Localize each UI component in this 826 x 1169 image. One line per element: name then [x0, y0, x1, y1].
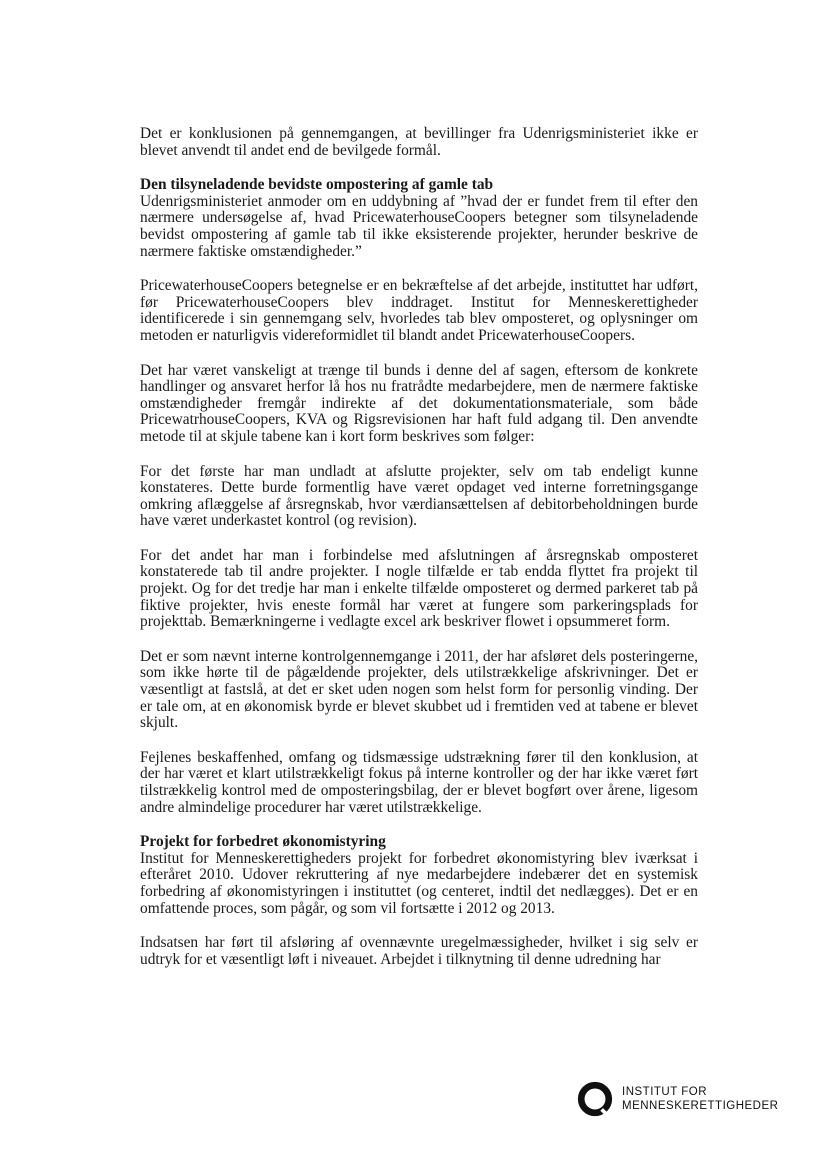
body-paragraph: Det har været vanskeligt at trænge til bunds i denne del af sagen, eftersom de konkrete handlinger og ansvaret herfor lå hos nu fratrådte medarbejdere, men de nærmere faktiske omstændigheder fremgår indirekte af det dokumentationsmateriale, som både PricewatrhouseCoopers, KVA og Rigsrevisionen har haft fuld adgang til. Den anvendte metode til at skjule tabene kan i kort form beskrives som følger:	[140, 361, 698, 445]
body-paragraph: Fejlenes beskaffenhed, omfang og tidsmæssige udstrækning fører til den konklusion, at der har været et klart utilstrækkeligt fokus på interne kontroller og der har ikke været ført tilstrækkelig kontrol med de omposteringsbilag, der er blevet bogført over årene, ligesom andre almindelige procedurer har været utilstrækkelige.	[140, 748, 698, 816]
institute-ring-icon	[576, 1080, 614, 1118]
body-paragraph: For det første har man undladt at afslutte projekter, selv om tab endeligt kunne konstateres. Dette burde formentlig have været opdaget ved interne forretningsgange omkring aflæggelse af årsregnskab, hvor værdiansættelsen af debitorbeholdningen burde have været underkastet kontrol (og revision).	[140, 462, 698, 530]
body-paragraph: Udenrigsministeriet anmoder om en uddybning af ”hvad der er fundet frem til efter den nærmere undersøgelse af, hvad PricewaterhouseCoopers betegner som tilsyneladende bevidst ompostering af gamle tab til ikke eksisterende projekter, herunder beskrive de nærmere faktiske omstændigheder.”	[140, 192, 698, 260]
section-okonomistyring	[140, 834, 698, 968]
institute-logo	[576, 1080, 778, 1118]
body-paragraph: Institut for Menneskerettigheders projekt for forbedret økonomistyring blev iværksat i efteråret 2010. Udover rekruttering af nye medarbejdere indebærer det en systemisk forbedring af økonomistyringen i instituttet (og centeret, indtil det nedlægges). Det er en omfattende proces, som pågår, og som vil fortsætte i 2012 og 2013.	[140, 849, 698, 917]
section-heading: Projekt for forbedret økonomistyring	[140, 833, 386, 851]
section-ompostering	[140, 177, 698, 816]
logo-wordmark	[622, 1085, 778, 1113]
section-heading: Den tilsyneladende bevidste ompostering af gamle tab	[140, 176, 494, 194]
document-body	[140, 126, 698, 986]
body-paragraph: PricewaterhouseCoopers betegnelse er en bekræftelse af det arbejde, instituttet har udført, før PricewaterhouseCoopers blev inddraget. Institut for Menneskerettigheder identificerede i sin gennemgang selv, hvorledes tab blev omposteret, og oplysninger om metoden er naturligvis videreformidlet til blandt andet PricewaterhouseCoopers.	[140, 277, 698, 344]
logo-line: INSTITUT FOR	[622, 1086, 708, 1098]
logo-line: MENNESKERETTIGHEDER	[622, 1100, 779, 1112]
body-paragraph: Det er som nævnt interne kontrolgennemgange i 2011, der har afsløret dels posteringerne, som ikke hørte til de pågældende projekter, dels utilstrækkelige afskrivninger. Det er væsentligt at fastslå, at det er sket uden nogen som helst form for personlig vinding. Der er tale om, at en økonomisk byrde er blevet skubbet ud i fremtiden ved at tabene er blevet skjult.	[140, 647, 698, 732]
intro-paragraph: Det er konklusionen på gennemgangen, at bevillinger fra Udenrigsministeriet ikke er blevet anvendt til andet end de bevilgede formål.	[140, 125, 698, 159]
body-paragraph: For det andet har man i forbindelse med afslutningen af årsregnskab omposteret konstaterede tab til andre projekter. I nogle tilfælde er tab endda flyttet fra projekt til projekt. Og for det tredje har man i enkelte tilfælde omposteret og dermed parkeret tab på fiktive projekter, hvis eneste formål har været at fungere som parkeringsplads for projekttab. Bemærkningerne i vedlagte excel ark beskriver flowet i opsummeret form.	[140, 546, 698, 631]
body-paragraph: Indsatsen har ført til afsløring af ovennævnte uregelmæssigheder, hvilket i sig selv er udtryk for et væsentligt løft i niveauet. Arbejdet i tilknytning til denne udredning har	[140, 934, 698, 968]
